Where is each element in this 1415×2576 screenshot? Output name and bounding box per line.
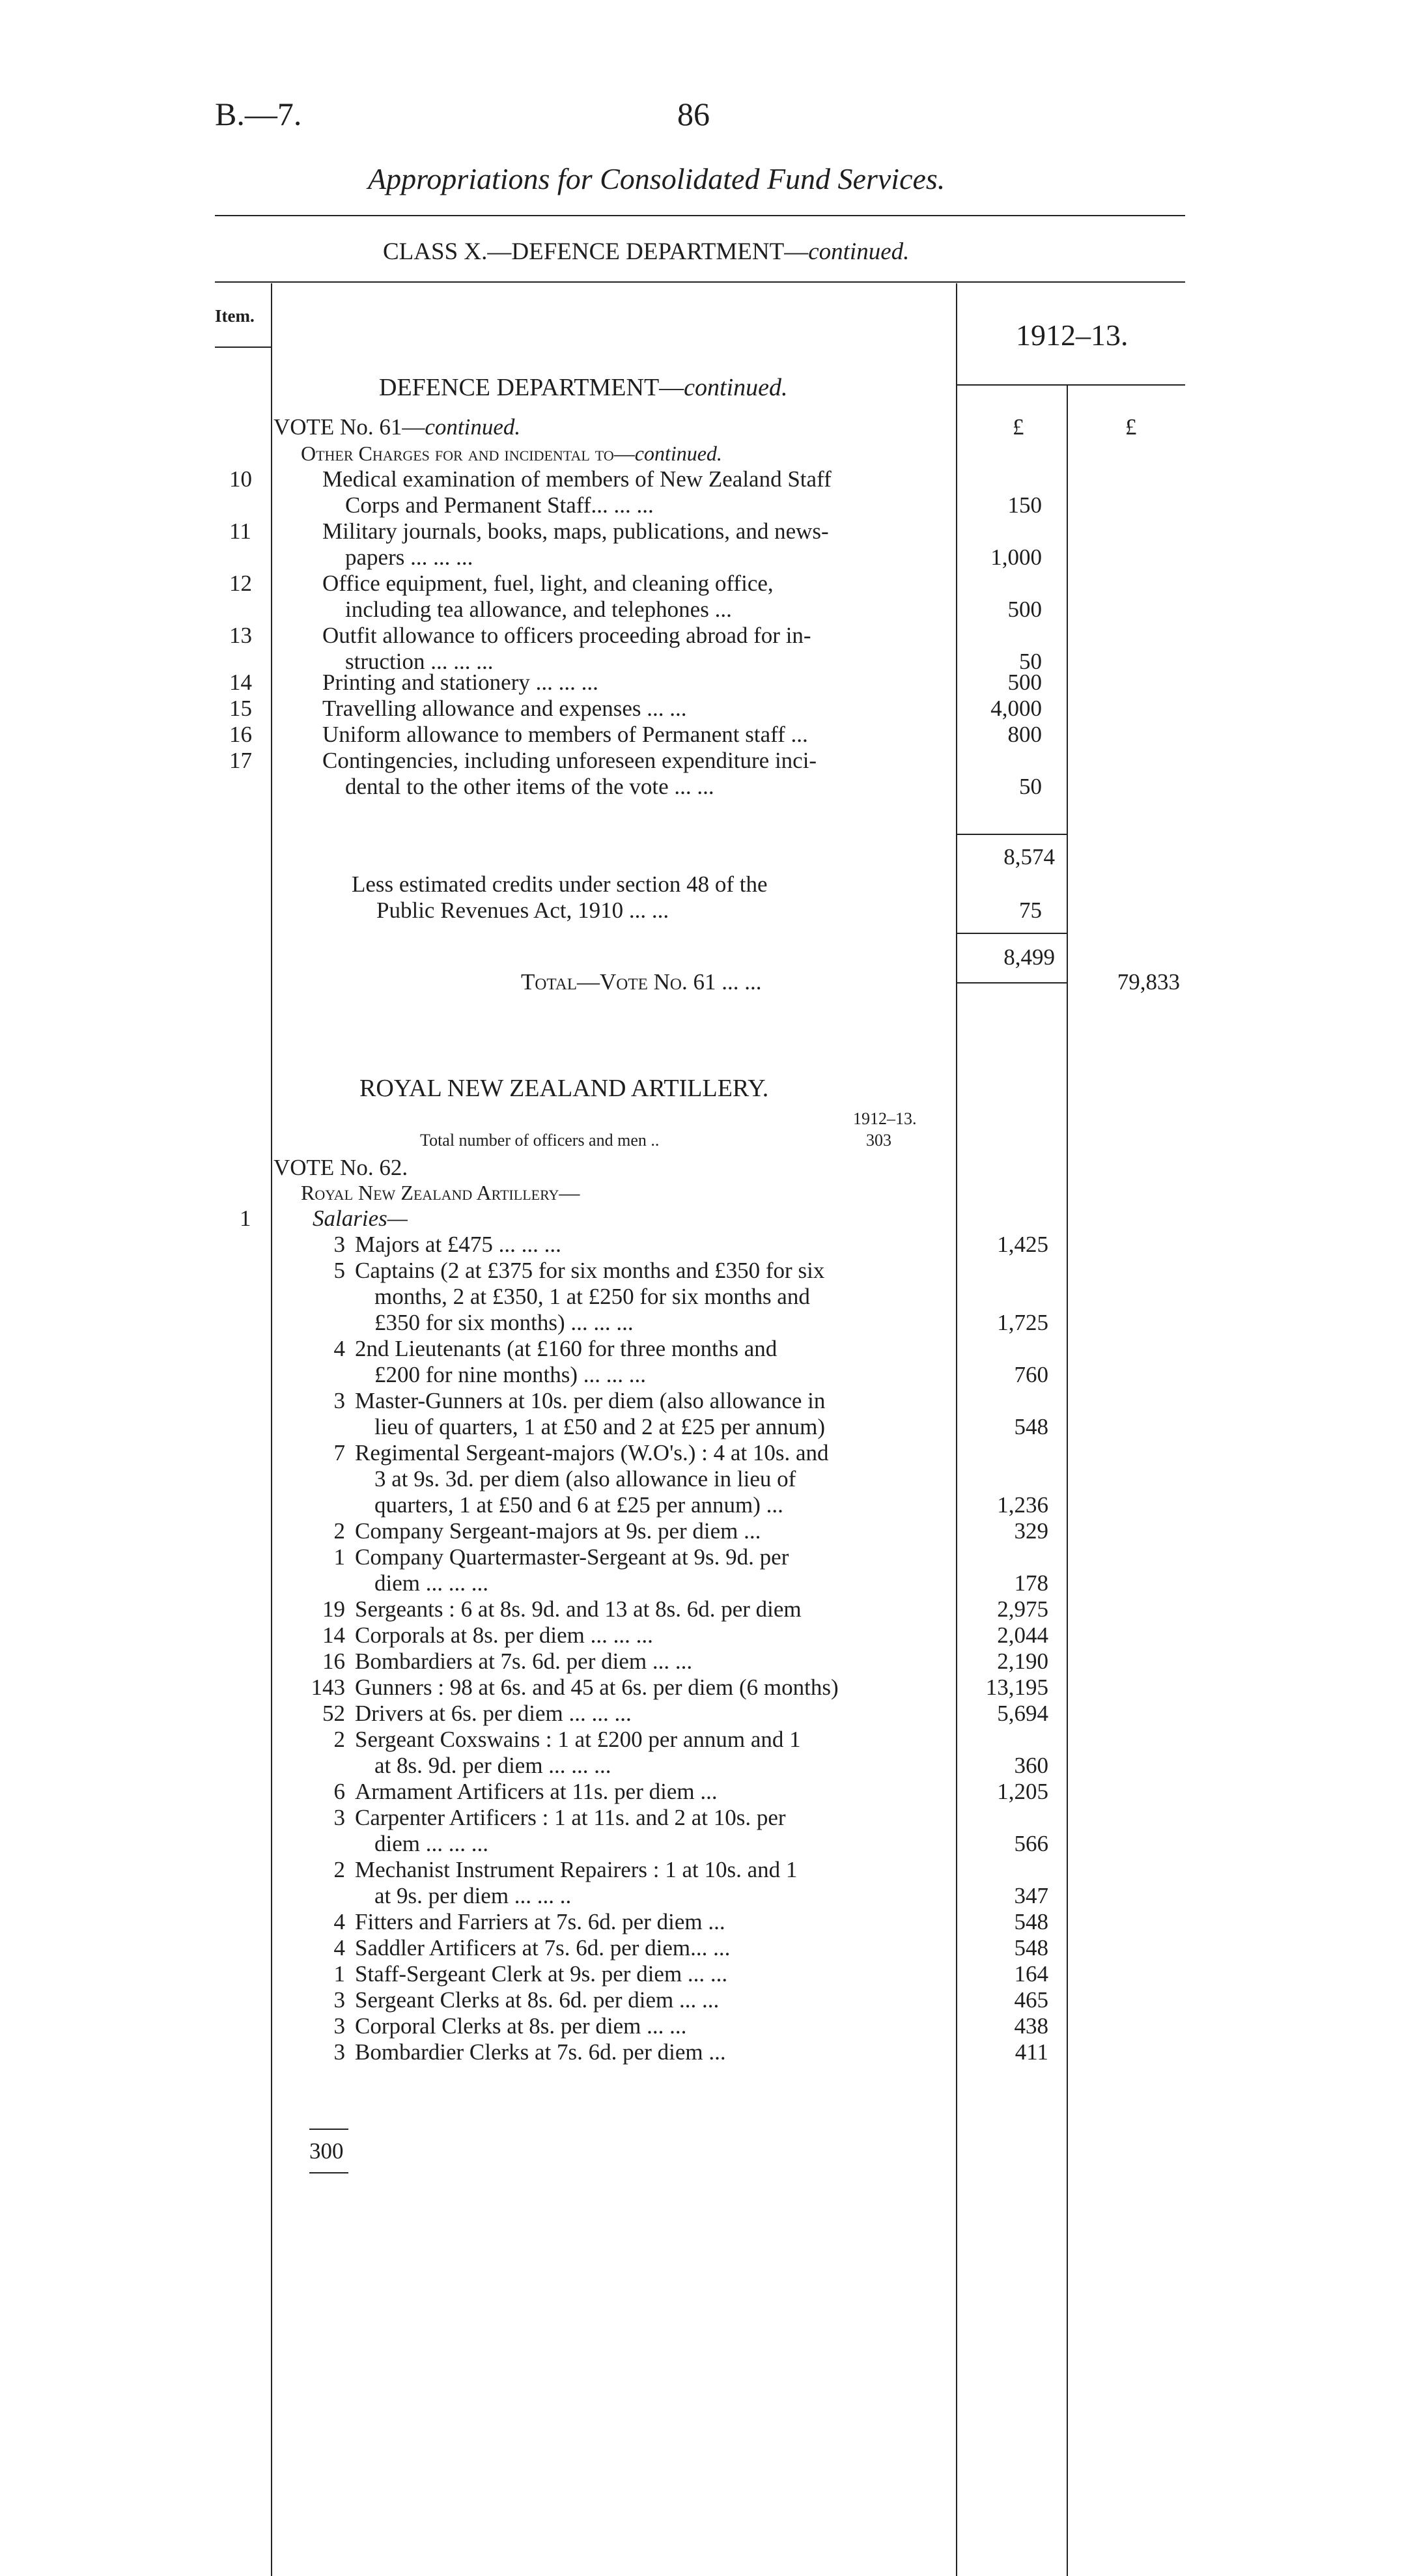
rank-count: 143 bbox=[311, 1675, 345, 1700]
item-number: 11 bbox=[229, 518, 251, 544]
rank-amount: 760 bbox=[1014, 1362, 1048, 1387]
rank-amount: 13,195 bbox=[985, 1675, 1048, 1700]
officers-men-label: Total number of officers and men .. bbox=[420, 1131, 660, 1150]
item-description-continued: dental to the other items of the vote ... ... bbox=[345, 774, 714, 799]
class-heading-continued: continued. bbox=[808, 238, 910, 265]
total-vote-61-label: Total—Vote No. 61 ... ... bbox=[521, 969, 762, 995]
rank-amount: 5,694 bbox=[997, 1701, 1048, 1726]
item-column-divider bbox=[271, 283, 272, 2576]
page-number: 86 bbox=[677, 96, 710, 132]
rank-amount: 360 bbox=[1014, 1753, 1048, 1778]
rank-count: 2 bbox=[333, 1727, 345, 1752]
rank-description: Sergeants : 6 at 8s. 9d. and 13 at 8s. 6d. per diem bbox=[355, 1596, 802, 1622]
rank-amount: 2,190 bbox=[997, 1649, 1048, 1674]
total-vote-61-amount: 79,833 bbox=[1117, 969, 1180, 995]
item-description-continued: including tea allowance, and telephones ... bbox=[345, 597, 732, 622]
item-description: Travelling allowance and expenses ... ... bbox=[322, 696, 687, 721]
less-credits-amount: 75 bbox=[1019, 898, 1042, 923]
defence-heading bbox=[379, 375, 788, 400]
rank-count: 3 bbox=[333, 1805, 345, 1830]
vote-61-continued: continued. bbox=[425, 414, 521, 440]
rank-amount: 2,975 bbox=[997, 1596, 1048, 1622]
rank-description: Bombardiers at 7s. 6d. per diem ... ... bbox=[355, 1649, 693, 1674]
rank-amount: 548 bbox=[1014, 1414, 1048, 1439]
other-charges-main: Other Charges for and incidental to— bbox=[301, 442, 635, 465]
item-number: 17 bbox=[229, 748, 252, 773]
net-bottom-rule bbox=[956, 982, 1067, 984]
rank-count: 3 bbox=[333, 2039, 345, 2065]
rank-description-continued: £200 for nine months) ... ... ... bbox=[374, 1362, 647, 1387]
rank-description-continued: quarters, 1 at £50 and 6 at £25 per annum) ... bbox=[374, 1492, 783, 1518]
item-amount: 4,000 bbox=[990, 696, 1042, 721]
rank-description-continued: months, 2 at £350, 1 at £250 for six months and bbox=[374, 1284, 810, 1309]
rank-amount: 2,044 bbox=[997, 1622, 1048, 1648]
rank-amount: 1,425 bbox=[997, 1232, 1048, 1257]
rank-description: Sergeant Coxswains : 1 at £200 per annum and 1 bbox=[355, 1727, 801, 1752]
rank-count: 19 bbox=[322, 1596, 345, 1622]
item-description-continued: struction ... ... ... bbox=[345, 649, 494, 674]
less-credits-line-1: Less estimated credits under section 48 of the bbox=[352, 871, 768, 897]
rank-amount: 1,205 bbox=[997, 1779, 1048, 1804]
rank-description: Captains (2 at £375 for six months and £350 for six bbox=[355, 1258, 825, 1283]
item-description: Military journals, books, maps, publications, and news- bbox=[322, 518, 829, 544]
item-amount: 500 bbox=[1007, 670, 1042, 695]
rank-description: Regimental Sergeant-majors (W.O's.) : 4 at 10s. and bbox=[355, 1440, 829, 1465]
rank-description-continued: £350 for six months) ... ... ... bbox=[374, 1310, 634, 1335]
total-column-divider bbox=[1067, 384, 1068, 2576]
rank-count: 1 bbox=[333, 1961, 345, 1987]
rank-description: Corporal Clerks at 8s. per diem ... ... bbox=[355, 2013, 687, 2039]
rank-amount: 329 bbox=[1014, 1518, 1048, 1544]
year-column-label: 1912–13. bbox=[1016, 318, 1128, 352]
rank-count: 4 bbox=[333, 1336, 345, 1361]
item-header-rule bbox=[215, 347, 272, 348]
less-credits-line-2: Public Revenues Act, 1910 ... ... bbox=[376, 898, 669, 923]
rank-description: Sergeant Clerks at 8s. 6d. per diem ... ... bbox=[355, 1987, 720, 2013]
vote-61-main: VOTE No. 61— bbox=[273, 414, 425, 440]
rank-description: Carpenter Artificers : 1 at 11s. and 2 at 10s. per bbox=[355, 1805, 786, 1830]
rank-count: 3 bbox=[333, 1388, 345, 1413]
rank-description: Drivers at 6s. per diem ... ... ... bbox=[355, 1701, 632, 1726]
rank-description: Fitters and Farriers at 7s. 6d. per diem ... bbox=[355, 1909, 725, 1934]
rank-description-continued: diem ... ... ... bbox=[374, 1831, 488, 1856]
rank-description: Armament Artificers at 11s. per diem ... bbox=[355, 1779, 718, 1804]
item-number: 13 bbox=[229, 623, 252, 648]
item-amount: 500 bbox=[1007, 597, 1042, 622]
rank-count: 5 bbox=[333, 1258, 345, 1283]
rank-description: 2nd Lieutenants (at £160 for three months and bbox=[355, 1336, 778, 1361]
rank-amount: 548 bbox=[1014, 1935, 1048, 1960]
rank-count: 6 bbox=[333, 1779, 345, 1804]
rank-count: 16 bbox=[322, 1649, 345, 1674]
rank-description: Mechanist Instrument Repairers : 1 at 10s. and 1 bbox=[355, 1857, 798, 1882]
item-amount: 1,000 bbox=[990, 545, 1042, 570]
item-description-continued: Corps and Permanent Staff... ... ... bbox=[345, 492, 654, 518]
net-rule bbox=[956, 933, 1067, 934]
rank-amount: 1,725 bbox=[997, 1310, 1048, 1335]
rank-description: Bombardier Clerks at 7s. 6d. per diem ... bbox=[355, 2039, 726, 2065]
rank-description: Master-Gunners at 10s. per diem (also allowance in bbox=[355, 1388, 826, 1413]
other-charges-heading bbox=[301, 443, 722, 464]
rank-description: Company Sergeant-majors at 9s. per diem ... bbox=[355, 1518, 761, 1544]
rank-description: Staff-Sergeant Clerk at 9s. per diem ... ... bbox=[355, 1961, 728, 1987]
item-description: Medical examination of members of New Zealand Staff bbox=[322, 466, 832, 492]
item-description: Printing and stationery ... ... ... bbox=[322, 670, 598, 695]
rank-amount: 178 bbox=[1014, 1570, 1048, 1596]
vote-61-heading bbox=[273, 416, 520, 438]
page-title: Appropriations for Consolidated Fund Services. bbox=[368, 162, 946, 195]
item-number: 12 bbox=[229, 571, 252, 596]
officers-men-count: 303 bbox=[866, 1131, 891, 1150]
carried-count: 300 bbox=[309, 2138, 344, 2164]
rank-description-continued: 3 at 9s. 3d. per diem (also allowance in lieu of bbox=[374, 1466, 796, 1492]
rank-count: 3 bbox=[333, 1987, 345, 2013]
rank-count: 4 bbox=[333, 1909, 345, 1934]
other-charges-continued: continued. bbox=[634, 442, 722, 465]
rank-amount: 347 bbox=[1014, 1883, 1048, 1908]
rank-description-continued: diem ... ... ... bbox=[374, 1570, 488, 1596]
rank-description-continued: at 9s. per diem ... ... .. bbox=[374, 1883, 572, 1908]
artillery-subheading: Royal New Zealand Artillery— bbox=[301, 1181, 580, 1204]
vote-62-heading: VOTE No. 62. bbox=[273, 1155, 408, 1180]
class-heading bbox=[383, 240, 909, 264]
rank-description: Saddler Artificers at 7s. 6d. per diem... ... bbox=[355, 1935, 731, 1960]
rank-count: 14 bbox=[322, 1622, 345, 1648]
item-description-continued: papers ... ... ... bbox=[345, 545, 473, 570]
item-column-label: Item. bbox=[215, 306, 255, 326]
rank-description: Majors at £475 ... ... ... bbox=[355, 1232, 561, 1257]
subtotal-rule bbox=[956, 834, 1067, 835]
salaries-label: Salaries— bbox=[313, 1206, 408, 1231]
rank-description-continued: at 8s. 9d. per diem ... ... ... bbox=[374, 1753, 611, 1778]
rank-count: 2 bbox=[333, 1857, 345, 1882]
subtotal-amount: 8,574 bbox=[1003, 844, 1055, 870]
rank-count: 4 bbox=[333, 1935, 345, 1960]
defence-heading-continued: continued. bbox=[684, 374, 788, 401]
rank-amount: 1,236 bbox=[997, 1492, 1048, 1518]
pound-sign-total: £ bbox=[1125, 414, 1137, 440]
artillery-heading: ROYAL NEW ZEALAND ARTILLERY. bbox=[359, 1075, 769, 1102]
carried-count-rule-top bbox=[309, 2129, 348, 2130]
net-amount: 8,499 bbox=[1003, 944, 1055, 970]
rank-count: 3 bbox=[333, 2013, 345, 2039]
artillery-year: 1912–13. bbox=[853, 1109, 917, 1128]
carried-count-rule-bottom bbox=[309, 2172, 348, 2173]
item-description: Outfit allowance to officers proceeding abroad for in- bbox=[322, 623, 811, 648]
item-number: 15 bbox=[229, 696, 252, 721]
item-number: 10 bbox=[229, 466, 252, 492]
header-rule bbox=[215, 215, 1185, 216]
rank-amount: 411 bbox=[1015, 2039, 1048, 2065]
rank-amount: 566 bbox=[1014, 1831, 1048, 1856]
item-amount: 50 bbox=[1019, 649, 1042, 674]
rank-count: 3 bbox=[333, 1232, 345, 1257]
item-amount: 800 bbox=[1007, 722, 1042, 747]
pound-sign-amount: £ bbox=[1013, 414, 1024, 440]
item-number: 14 bbox=[229, 670, 252, 695]
item-description: Contingencies, including unforeseen expenditure inci- bbox=[322, 748, 817, 773]
rank-description: Corporals at 8s. per diem ... ... ... bbox=[355, 1622, 653, 1648]
rank-count: 1 bbox=[333, 1544, 345, 1570]
rank-count: 7 bbox=[333, 1440, 345, 1465]
rank-amount: 465 bbox=[1014, 1987, 1048, 2013]
year-header-rule bbox=[956, 384, 1185, 386]
rank-description: Company Quartermaster-Sergeant at 9s. 9d. per bbox=[355, 1544, 789, 1570]
rank-amount: 548 bbox=[1014, 1909, 1048, 1934]
rank-amount: 164 bbox=[1014, 1961, 1048, 1987]
rank-description: Gunners : 98 at 6s. and 45 at 6s. per diem (6 months) bbox=[355, 1675, 839, 1700]
artillery-item-number: 1 bbox=[240, 1206, 251, 1231]
rank-count: 52 bbox=[322, 1701, 345, 1726]
rank-amount: 438 bbox=[1014, 2013, 1048, 2039]
item-amount: 50 bbox=[1019, 774, 1042, 799]
rank-description-continued: lieu of quarters, 1 at £50 and 2 at £25 per annum) bbox=[374, 1414, 826, 1439]
class-heading-main: CLASS X.—DEFENCE DEPARTMENT— bbox=[383, 238, 809, 265]
item-number: 16 bbox=[229, 722, 252, 747]
defence-heading-main: DEFENCE DEPARTMENT— bbox=[379, 374, 684, 401]
table-top-rule bbox=[215, 281, 1185, 283]
item-description: Uniform allowance to members of Permanent staff ... bbox=[322, 722, 808, 747]
item-description: Office equipment, fuel, light, and cleaning office, bbox=[322, 571, 774, 596]
document-reference: B.—7. bbox=[215, 96, 302, 132]
rank-count: 2 bbox=[333, 1518, 345, 1544]
item-amount: 150 bbox=[1007, 492, 1042, 518]
